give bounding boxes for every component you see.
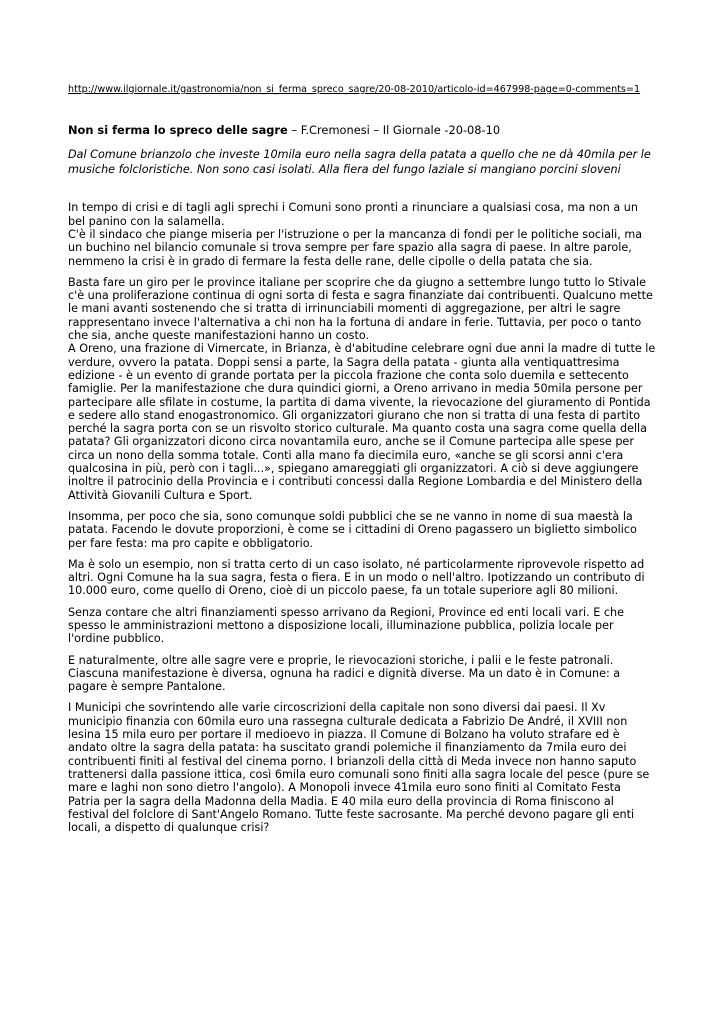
paragraph-7: Senza contare che altri finanziamenti spesso arrivano da Regioni, Province ed enti locali vari. E che spesso le amministrazioni mettono a disposizione locali, illuminazione pubblica, polizia locale per l'ordine pubblico.	[68, 605, 624, 646]
article-lead: Dal Comune brianzolo che investe 10mila euro nella sagra della patata a quello che ne dà 40mila per le musiche folcloristiche. Non sono casi isolati. Alla fiera del fungo laziale si mangiano porcini sloveni	[68, 148, 651, 176]
article-headline	[68, 123, 656, 137]
article-page	[68, 84, 656, 842]
paragraph-9: I Municipi che sovrintendo alle varie circoscrizioni della capitale non sono diversi dai paesi. Il Xv municipio finanzia con 60mila euro una rassegna culturale dedicata a Fabrizio De André, il XVIII non lesina 15 mila euro per portare il medioevo in piazza. Il Comune di Bolzano ha voluto strafare ed è andato oltre la sagra della patata: ha suscitato grandi polemiche il finanziamento da 7mila euro dei contribuenti finiti al festival del cinema porno. I brianzoli della città di Meda invece non hanno saputo trattenersi dalla passione ittica, così 6mila euro comunali sono finiti alla sagra locale del pesce (pure se mare e laghi non sono dietro l'angolo). A Monopoli invece 41mila euro sono finiti al Comitato Festa Patria per la sagra della Madonna della Madia. E 40 mila euro della provincia di Roma finiscono al festival del folclore di Sant'Angelo Romano. Tutte feste sacrosante. Ma perché devono pagare gli enti locali, a dispetto di qualunque crisi?	[68, 701, 650, 835]
paragraph-2: C'è il sindaco che piange miseria per l'istruzione o per la mancanza di fondi per le politiche sociali, ma un buchino nel bilancio comunale si trova sempre per fare spazio alla sagra di paese. In altre parole, nemmeno la crisi è in grado di fermare la festa delle rane, delle cipolle o della patata che sia.	[68, 227, 643, 268]
article-title: Non si ferma lo spreco delle sagre	[68, 123, 288, 138]
paragraph-4: A Oreno, una frazione di Vimercate, in Brianza, è d'abitudine celebrare ogni due anni la madre di tutte le verdure, ovvero la patata. Doppi sensi a parte, la Sagra della patata - giunta alla ventiquattresima edizione - è un evento di grande portata per la piccola frazione che conta solo duemila e settecento famiglie. Per la manifestazione che dura quindici giorni, a Oreno arrivano in media 50mila persone per partecipare alle sfilate in costume, la partita di dama vivente, la rievocazione del giuramento di Pontida e sedere allo stand enogastronomico. Gli organizzatori giurano che non si tratta di una festa di partito perché la sagra porta con se un risvolto storico culturale. Ma quanto costa una sagra come quella della patata? Gli organizzatori dicono circa novantamila euro, anche se il Comune partecipa alle spese per circa un nono della somma totale. Conti alla mano fa diecimila euro, «anche se gli scorsi anni c'era qualcosina in più, però con i tagli...», spiegano amareggiati gli organizzatori. A ciò si deve aggiungere inoltre il patrocinio della Provincia e i contributi concessi dalla Regione Lombardia e del Ministero della Attività Giovanili Cultura e Sport.	[68, 342, 656, 502]
paragraph-1: In tempo di crisi e di tagli agli sprechi i Comuni sono pronti a rinunciare a qualsiasi cosa, ma non a un bel panino con la salamella.	[68, 201, 638, 228]
source-link[interactable]: http://www.ilgiornale.it/gastronomia/non_si_ferma_spreco_sagre/20-08-2010/articolo-id=467998-page=0-comments=1	[68, 84, 641, 95]
article-byline: – F.Cremonesi – Il Giornale -20-08-10	[287, 123, 501, 138]
paragraph-8: E naturalmente, oltre alle sagre vere e proprie, le rievocazioni storiche, i palii e le feste patronali. Ciascuna manifestazione è diversa, ognuna ha radici e dignità diverse. Ma un dato è in Comune: a pagare è sempre Pantalone.	[68, 653, 621, 694]
paragraph-3: Basta fare un giro per le province italiane per scoprire che da giugno a settembre lungo tutto lo Stivale c'è una proliferazione continua di ogni sorta di festa e sagra finanziate dai contribuenti. Qualcuno mette le mani avanti sostenendo che si tratta di irrinunciabili momenti di aggregazione, per altri le sagre rappresentano invece l'alternativa a chi non ha la fortuna di andare in ferie. Tuttavia, per poco o tanto che sia, anche queste manifestazioni hanno un costo.	[68, 275, 653, 343]
paragraph-5: Insomma, per poco che sia, sono comunque soldi pubblici che se ne vanno in nome di sua maestà la patata. Facendo le dovute proporzioni, è come se i cittadini di Oreno pagassero un biglietto simbolico per fare festa: ma pro capite e obbligatorio.	[68, 509, 637, 550]
paragraph-6: Ma è solo un esempio, non si tratta certo di un caso isolato, né particolarmente riprovevole rispetto ad altri. Ogni Comune ha la sua sagra, festa o fiera. E in un modo o nell'altro. Ipotizzando un contributo di 10.000 euro, come quello di Oreno, cioè di un piccolo paese, fa un totale superiore agli 80 milioni.	[68, 557, 645, 598]
